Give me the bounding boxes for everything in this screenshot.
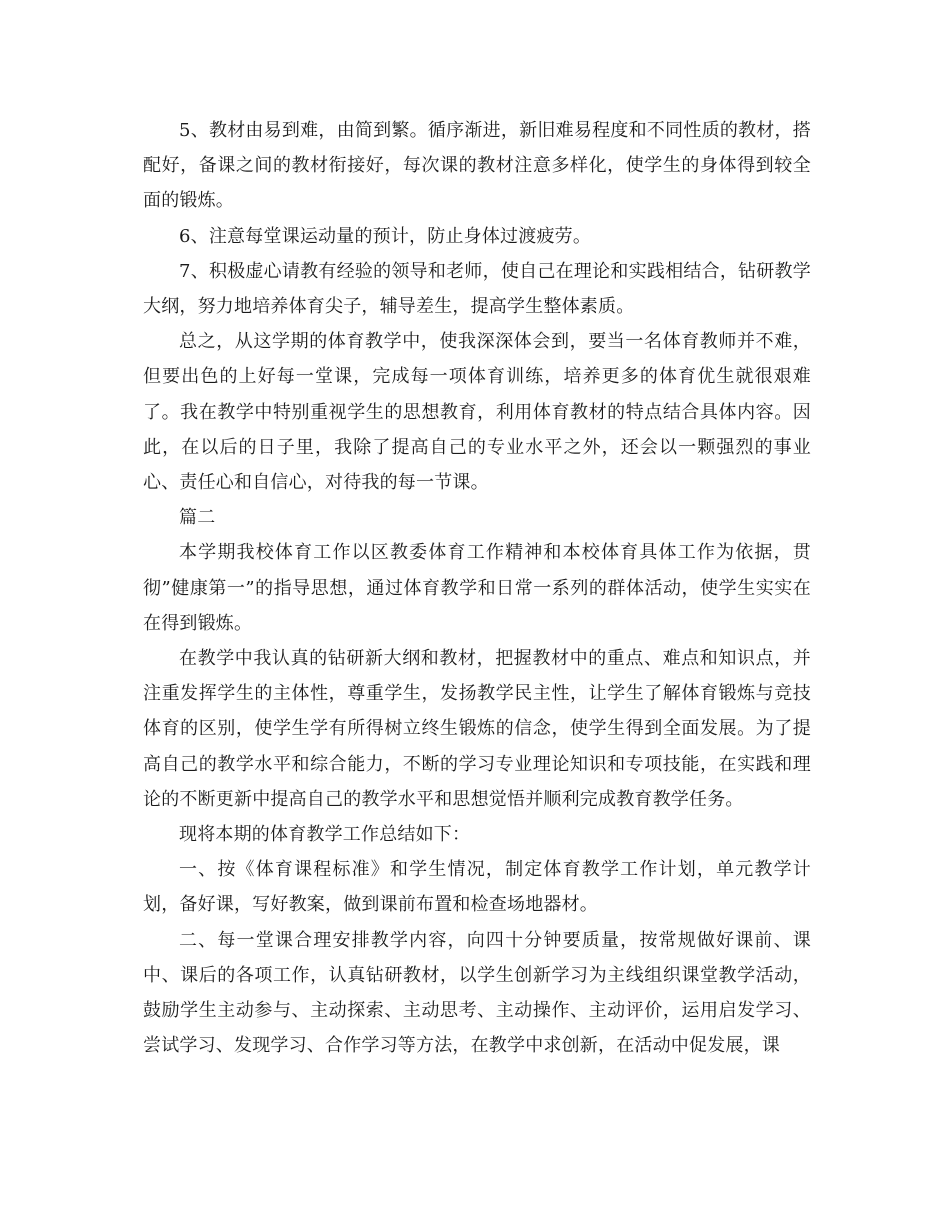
paragraph-item-7: 7、积极虚心请教有经验的领导和老师，使自己在理论和实践相结合，钻研教学大纲，努力地培养体育尖子，辅导差生，提高学生整体素质。 <box>143 260 811 318</box>
paragraph-summary: 总之，从这学期的体育教学中，使我深深体会到，要当一名体育教师并不难，但要出色的上好每一堂课，完成每一项体育训练，培养更多的体育优生就很艰难了。我在教学中特别重视学生的思想教育，利用体育教材的特点结合具体内容。因此，在以后的日子里，我除了提高自己的专业水平之外，还会以一颗强烈的事业心、责任心和自信心，对待我的每一节课。 <box>143 331 811 494</box>
paragraph-point-two: 二、每一堂课合理安排教学内容，向四十分钟要质量，按常规做好课前、课中、课后的各项工作，认真钻研教材，以学生创新学习为主线组织课堂教学活动，鼓励学生主动参与、主动探索、主动思考、主动操作、主动评价，运用启发学习、尝试学习、发现学习、合作学习等方法，在教学中求创新，在活动中促发展，课 <box>143 929 811 1057</box>
paragraph-item-5: 5、教材由易到难，由简到繁。循序渐进，新旧难易程度和不同性质的教材，搭配好，备课之间的教材衔接好，每次课的教材注意多样化，使学生的身体得到较全面的锻炼。 <box>143 120 811 212</box>
paragraph-teaching: 在教学中我认真的钻研新大纲和教材，把握教材中的重点、难点和知识点，并注重发挥学生的主体性，尊重学生，发扬教学民主性，让学生了解体育锻炼与竞技体育的区别，使学生学有所得树立终生锻炼的信念，使学生得到全面发展。为了提高自己的教学水平和综合能力，不断的学习专业理论知识和专项技能，在实践和理论的不断更新中提高自己的教学水平和思想觉悟并顺利完成教育教学任务。 <box>143 648 811 810</box>
document-body <box>143 113 811 1063</box>
paragraph-item-6: 6、注意每堂课运动量的预计，防止身体过渡疲劳。 <box>179 225 592 247</box>
paragraph-summary-lead: 现将本期的体育教学工作总结如下： <box>179 824 471 846</box>
section-heading-part-two: 篇二 <box>179 507 216 529</box>
paragraph-intro: 本学期我校体育工作以区教委体育工作精神和本校体育具体工作为依据，贯彻”健康第一”的指导思想，通过体育教学和日常一系列的群体活动，使学生实实在在得到锻炼。 <box>143 542 811 634</box>
paragraph-point-one: 一、按《体育课程标准》和学生情况，制定体育教学工作计划，单元教学计划，备好课，写好教案，做到课前布置和检查场地器材。 <box>143 859 811 916</box>
